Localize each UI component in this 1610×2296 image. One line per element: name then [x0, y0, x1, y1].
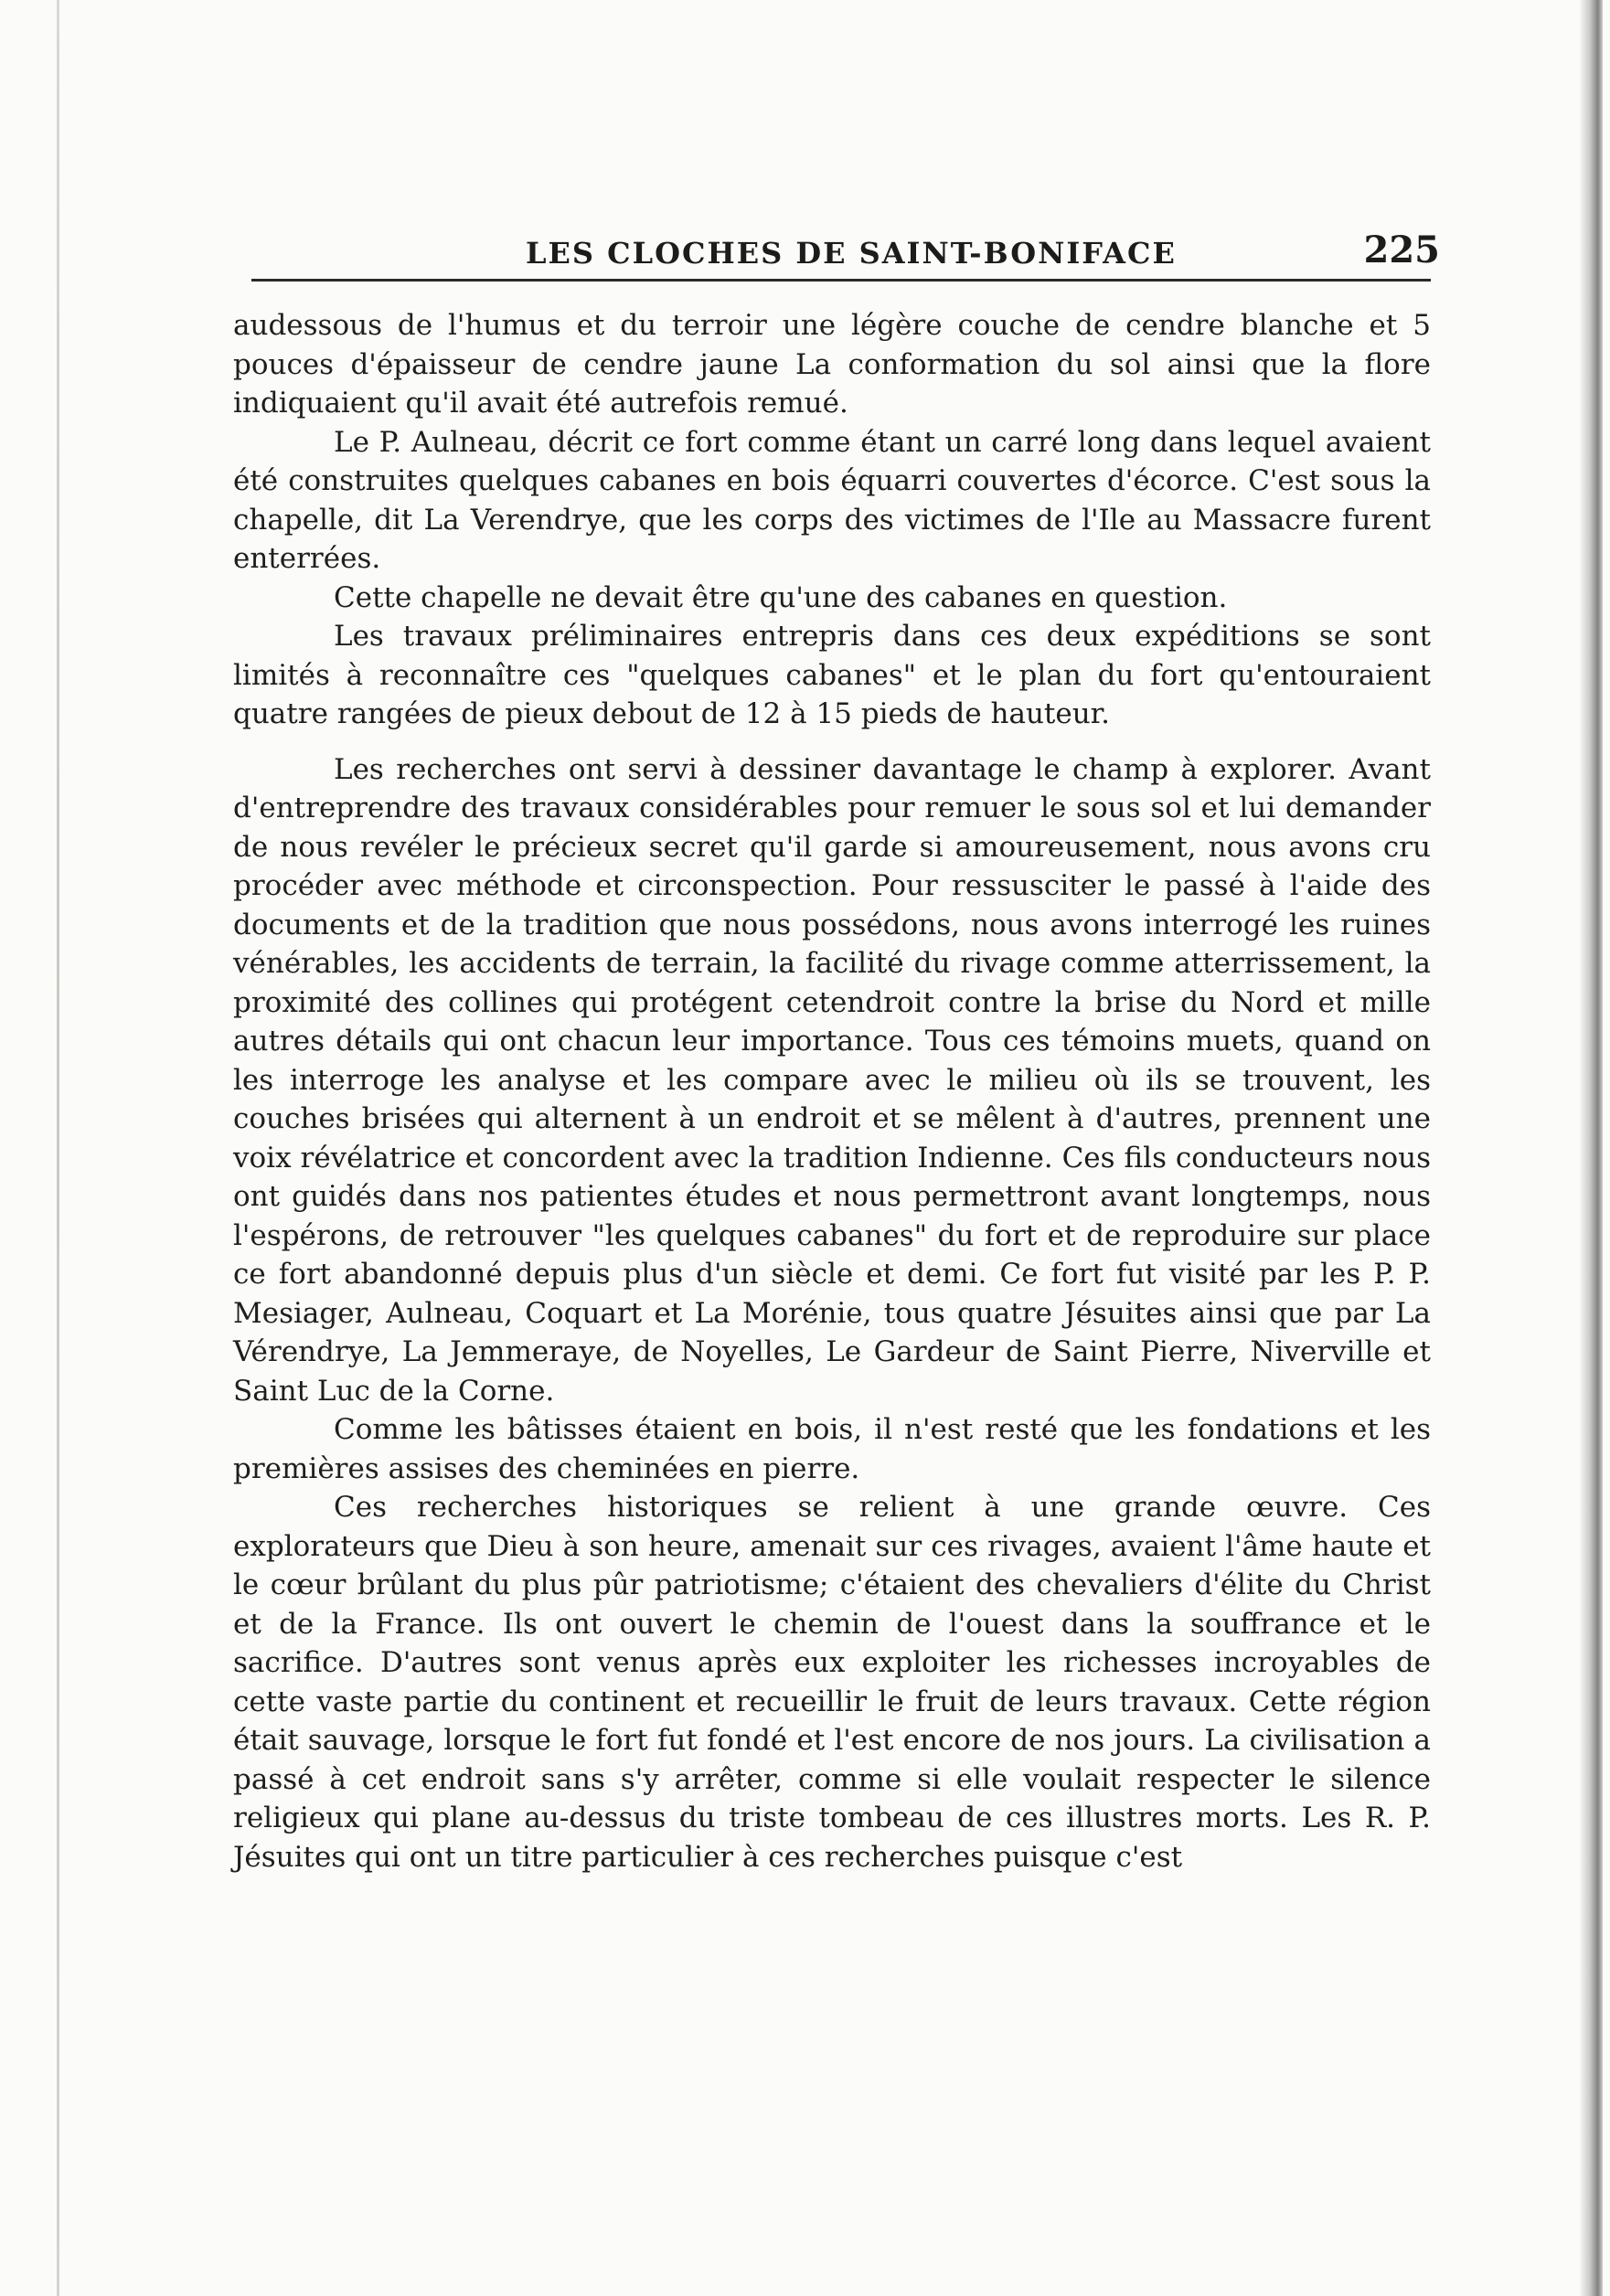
paragraph: Les travaux préliminaires entrepris dans ces deux expéditions se sont limités à reconnaître ces "quelques cabanes" et le plan du fort qu'entouraient quatre rangées de pieux debout de 12 à 15 pieds de hauteur. [233, 620, 1431, 730]
paragraph: Les recherches ont servi à dessiner davantage le champ à explorer. Avant d'entreprendre des travaux considérables pour remuer le sous sol et lui demander de nous revéler le précieux secret qu'il garde si amoureusement, nous avons cru procéder avec méthode et circonspection. Pour ressusciter le passé à l'aide des documents et de la tradition que nous possédons, nous avons interrogé les ruines vénérables, les accidents de terrain, la facilité du rivage comme atterrissement, la proximité des collines qui protégent cetendroit contre la brise du Nord et mille autres détails qui ont chacun leur importance. Tous ces témoins muets, quand on les interroge les analyse et les compare avec le milieu où ils se trouvent, les couches brisées qui alternent à un endroit et se mêlent à d'autres, prennent une voix révélatrice et concordent avec la tradition Indienne. Ces fils conducteurs nous ont guidés dans nos patientes études et nous permettront avant longtemps, nous l'espérons, de retrouver "les quelques cabanes" du fort et de reproduire sur place ce fort abandonné depuis plus d'un siècle et demi. Ce fort fut visité par les P. P. Mesiager, Aulneau, Coquart et La Morénie, tous quatre Jésuites ainsi que par La Vérendrye, La Jemmeraye, de Noyelles, Le Gardeur de Saint Pierre, Niverville et Saint Luc de la Corne. [233, 752, 1431, 1408]
body-text [233, 306, 1431, 1876]
page-left-edge [57, 0, 59, 2296]
running-header [526, 229, 1440, 283]
paragraph: Comme les bâtisses étaient en bois, il n'est resté que les fondations et les premières assises des cheminées en pierre. [233, 1413, 1431, 1485]
header-rule [251, 279, 1431, 282]
page-binding-shadow [1579, 0, 1603, 2296]
paragraph: Le P. Aulneau, décrit ce fort comme étant un carré long dans lequel avaient été construites quelques cabanes en bois équarri couvertes d'écorce. C'est sous la chapelle, dit La Verendrye, que les corps des victimes de l'Ile au Massacre furent enterrées. [233, 425, 1431, 575]
running-title: LES CLOCHES DE SAINT-BONIFACE [526, 236, 1177, 271]
paragraph: Ces recherches historiques se relient à une grande œuvre. Ces explorateurs que Dieu à son heure, amenait sur ces rivages, avaient l'âme haute et le cœur brûlant du plus pûr patriotisme; c'étaient des chevaliers d'élite du Christ et de la France. Ils ont ouvert le chemin de l'ouest dans la souffrance et le sacrifice. D'autres sont venus après eux exploiter les richesses incroyables de cette vaste partie du continent et recueillir le fruit de leurs travaux. Cette région était sauvage, lorsque le fort fut fondé et l'est encore de nos jours. La civilisation a passé à cet endroit sans s'y arrêter, comme si elle voulait respecter le silence religieux qui plane au-dessus du triste tombeau de ces illustres morts. Les R. P. Jésuites qui ont un titre particulier à ces recherches puisque c'est [233, 1491, 1431, 1874]
paragraph: Cette chapelle ne devait être qu'une des cabanes en question. [334, 580, 1228, 614]
page-number: 225 [1363, 229, 1440, 271]
paragraph: audessous de l'humus et du terroir une légère couche de cendre blanche et 5 pouces d'épaisseur de cendre jaune La conformation du sol ainsi que la flore indiquaient qu'il avait été autrefois remué. [233, 309, 1431, 420]
